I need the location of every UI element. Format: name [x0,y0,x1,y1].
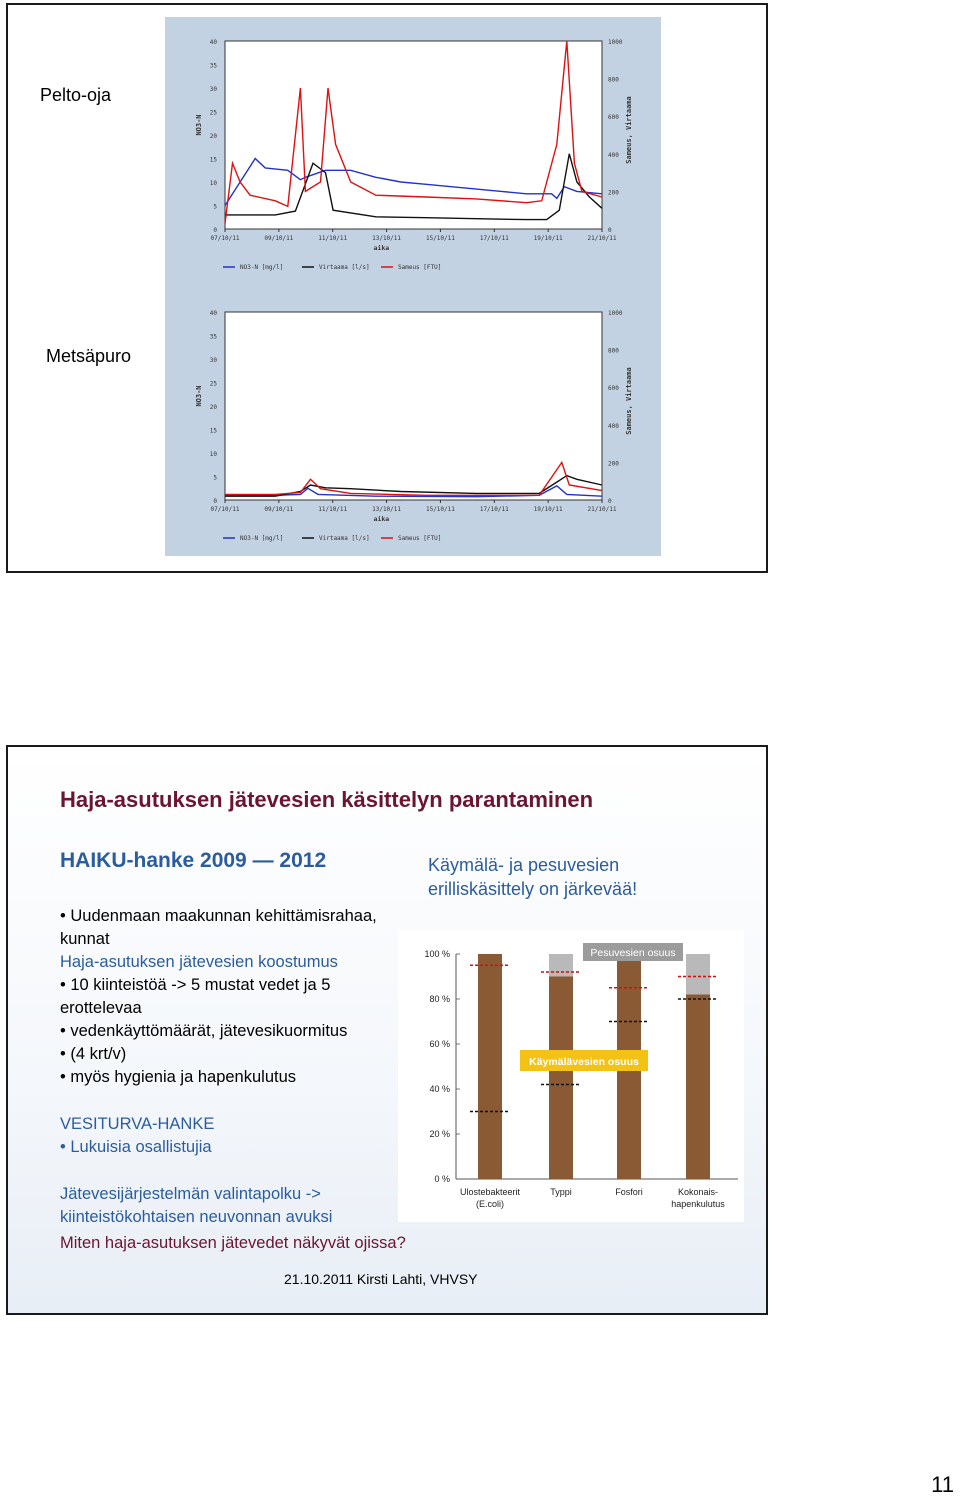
side-note-line: erilliskäsittely on järkevää! [428,879,638,899]
vesiturva-heading: VESITURVA-HANKE [60,1115,215,1133]
left-tick-label: 30 [209,357,217,364]
bar-category-label: Kokonais- [677,1187,719,1197]
x-axis-label: aika [373,515,390,523]
slide-1 [6,3,768,573]
bar-category-label: (E.coli) [475,1199,505,1209]
kaymala-label: Käymälävesien osuus [529,1056,639,1068]
legend-label: Sameus [FTU] [398,264,442,271]
right-tick-label: 400 [608,422,619,430]
x-tick-label: 13/10/11 [372,506,402,513]
project-subtitle: HAIKU-hanke 2009 — 2012 [60,849,327,872]
right-tick-label: 200 [608,460,619,468]
legend-label: Sameus [FTU] [398,535,442,542]
right-tick-label: 600 [608,114,619,122]
right-axis-label: Sameus, Virtaama [625,367,633,435]
site-label-metsapuro: Metsäpuro [46,346,132,366]
x-tick-label: 19/10/11 [533,235,563,242]
right-tick-label: 800 [608,347,619,355]
bar-pesu [549,954,573,977]
plot-area [225,41,602,229]
x-tick-label: 11/10/11 [318,506,348,513]
bar-kaymala [549,977,573,1180]
bar-y-tick-label: 60 % [429,1039,450,1049]
right-axis-label: Sameus, Virtaama [625,96,633,164]
left-tick-label: 0 [213,227,217,234]
legend-label: NO3-N [mg/l] [240,535,284,542]
bar-y-tick-label: 20 % [429,1129,450,1139]
left-tick-label: 20 [209,404,217,411]
bullet-hygiene: • myös hygienia ja hapenkulutus [60,1068,297,1086]
chart-panel-metsapuro [165,288,661,556]
right-tick-label: 0 [608,498,612,505]
bar-kaymala [478,954,502,1179]
bar-category-label: hapenkulutus [671,1199,725,1209]
left-tick-label: 5 [213,203,217,211]
left-tick-label: 15 [209,427,217,435]
x-tick-label: 07/10/11 [210,235,240,242]
bar-y-tick-label: 0 % [434,1174,450,1184]
page-number: 11 [931,1472,954,1497]
legend-label: Virtaama [l/s] [319,535,370,542]
left-tick-label: 40 [209,310,217,317]
bar-y-tick-label: 100 % [424,949,450,959]
site-label-pelto-oja: Pelto-oja [40,85,112,105]
body-text [60,905,420,1089]
left-tick-label: 10 [209,451,217,458]
left-tick-label: 5 [213,474,217,482]
left-tick-label: 35 [209,333,217,341]
right-tick-label: 200 [608,189,619,197]
left-tick-label: 30 [209,86,217,93]
left-tick-label: 20 [209,133,217,140]
bar-chart-composition [398,930,744,1222]
vesiturva-bullet: • Lukuisia osallistujia [60,1138,212,1156]
bullet-water-use: • vedenkäyttömäärät, jätevesikuormitus [60,1022,348,1040]
bar-y-tick-label: 80 % [429,994,450,1004]
x-tick-label: 09/10/11 [264,235,294,242]
x-tick-label: 09/10/11 [264,506,294,513]
x-axis-label: aika [373,244,390,252]
right-tick-label: 400 [608,151,619,159]
side-note [428,853,758,901]
line-chart-pelto-oja [165,17,661,289]
bullet-frequency: • (4 krt/v) [60,1045,127,1063]
left-axis-label: NO3-N [195,385,203,407]
bullet-funding: • Uudenmaan maakunnan kehittämisrahaa, [60,907,377,925]
left-axis-label: NO3-N [195,114,203,136]
x-tick-label: 17/10/11 [479,235,509,242]
bullet-properties-cont: erottelevaa [60,999,142,1017]
left-tick-label: 0 [213,498,217,505]
pesu-label: Pesuvesien osuus [590,947,676,959]
legend-label: Virtaama [l/s] [319,264,370,271]
left-tick-label: 25 [209,380,217,388]
x-tick-label: 15/10/11 [425,506,455,513]
bar-kaymala [686,995,710,1180]
bar-category-label: Ulostebakteerit [459,1187,521,1197]
slide-title: Haja-asutuksen jätevesien käsittelyn parantaminen [60,787,594,812]
question-text: Miten haja-asutuksen jätevedet näkyvät ojissa? [60,1234,406,1252]
side-note-line: Käymälä- ja pesuvesien [428,855,620,875]
bullet-funding-cont: kunnat [60,930,110,948]
line-chart-metsapuro [165,288,661,556]
x-tick-label: 21/10/11 [587,235,617,242]
left-tick-label: 25 [209,109,217,117]
left-tick-label: 15 [209,156,217,164]
right-tick-label: 600 [608,385,619,393]
x-tick-label: 13/10/11 [372,235,402,242]
bar-y-tick-label: 40 % [429,1084,450,1094]
valintapolku-line: kiinteistökohtaisen neuvonnan avuksi [60,1208,333,1226]
x-tick-label: 11/10/11 [318,235,348,242]
bar-category-label: Typpi [550,1187,572,1197]
right-tick-label: 0 [608,227,612,234]
valintapolku-section [60,1183,332,1229]
valintapolku-line: Jätevesijärjestelmän valintapolku -> [60,1185,321,1203]
bar-chart-panel [398,930,744,1222]
slide-2 [6,745,768,1315]
legend-label: NO3-N [mg/l] [240,264,284,271]
vesiturva-section [60,1113,214,1159]
right-tick-label: 1000 [608,310,623,317]
plot-area [225,312,602,500]
x-tick-label: 17/10/11 [479,506,509,513]
composition-heading: Haja-asutuksen jätevesien koostumus [60,953,338,971]
right-tick-label: 1000 [608,39,623,46]
bar-pesu [686,954,710,995]
slide-footer: 21.10.2011 Kirsti Lahti, VHVSY [284,1271,478,1287]
x-tick-label: 07/10/11 [210,506,240,513]
x-tick-label: 15/10/11 [425,235,455,242]
bar-category-label: Fosfori [615,1187,643,1197]
right-tick-label: 800 [608,76,619,84]
chart-panel-pelto-oja [165,17,661,289]
left-tick-label: 40 [209,39,217,46]
x-tick-label: 19/10/11 [533,506,563,513]
bullet-properties: • 10 kiinteistöä -> 5 mustat vedet ja 5 [60,976,331,994]
x-tick-label: 21/10/11 [587,506,617,513]
left-tick-label: 35 [209,62,217,70]
left-tick-label: 10 [209,180,217,187]
